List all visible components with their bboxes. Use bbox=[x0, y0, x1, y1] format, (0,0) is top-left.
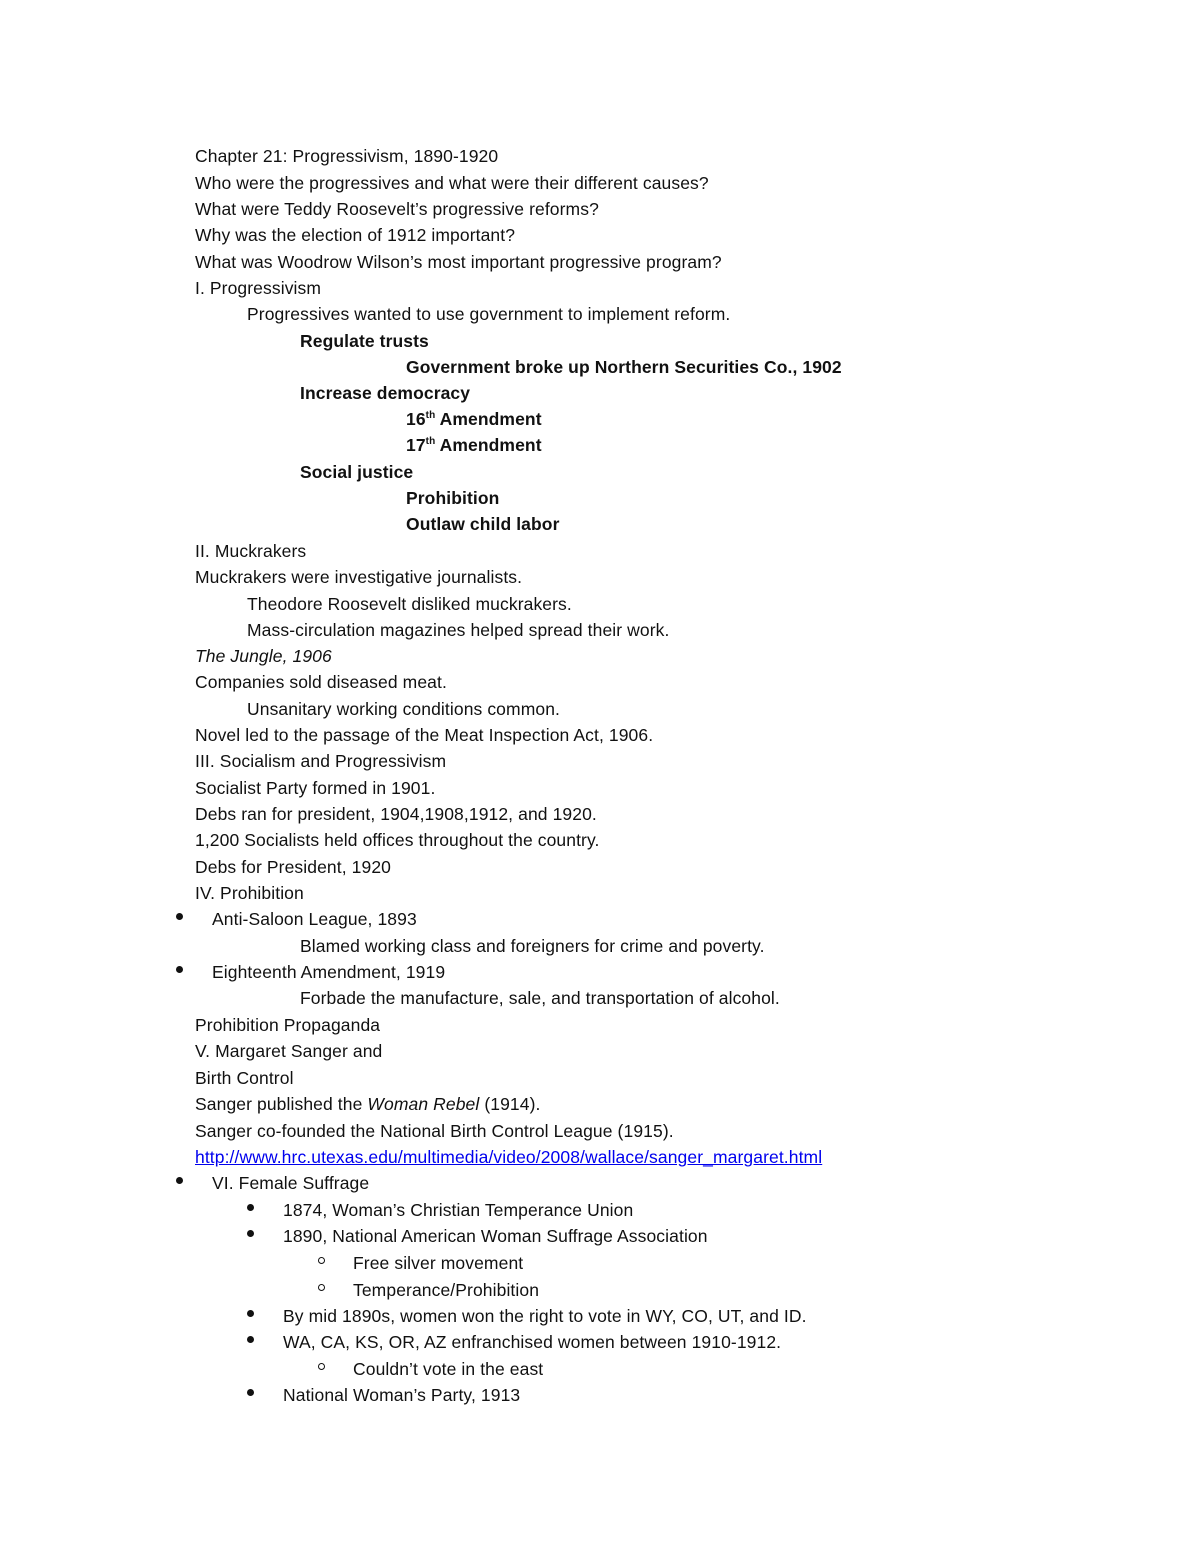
muckrakers-line-3: Mass-circulation magazines helped spread their work. bbox=[247, 620, 670, 640]
child-labor-item: Outlaw child labor bbox=[406, 514, 560, 534]
section-5-heading-line-1: V. Margaret Sanger and bbox=[195, 1041, 383, 1061]
question-2: What were Teddy Roosevelt’s progressive reforms? bbox=[195, 199, 599, 219]
hollow-bullet-icon bbox=[318, 1257, 325, 1264]
socialism-line-1: Socialist Party formed in 1901. bbox=[195, 778, 436, 798]
section-6-heading: VI. Female Suffrage bbox=[212, 1173, 370, 1193]
section-3-heading: III. Socialism and Progressivism bbox=[195, 751, 447, 771]
bullet-icon bbox=[176, 966, 183, 973]
eighteenth-amendment: Eighteenth Amendment, 1919 bbox=[212, 962, 446, 982]
muckrakers-line-1: Muckrakers were investigative journalists. bbox=[195, 567, 523, 587]
regulate-trusts: Regulate trusts bbox=[300, 331, 429, 351]
document-title: Chapter 21: Progressivism, 1890-1920 bbox=[195, 146, 499, 166]
hollow-bullet-icon bbox=[318, 1284, 325, 1291]
suffrage-subitem-1: Free silver movement bbox=[353, 1253, 524, 1273]
section-2-heading: II. Muckrakers bbox=[195, 541, 307, 561]
section-4-heading: IV. Prohibition bbox=[195, 883, 304, 903]
sanger-line-1: Sanger published the Woman Rebel (1914). bbox=[195, 1094, 541, 1114]
suffrage-subitem-2: Temperance/Prohibition bbox=[353, 1280, 540, 1300]
sixteenth-amendment: 16th Amendment bbox=[406, 409, 542, 429]
seventeenth-amendment: 17th Amendment bbox=[406, 435, 542, 455]
the-jungle-title: The Jungle, 1906 bbox=[195, 646, 332, 666]
anti-saloon-league: Anti-Saloon League, 1893 bbox=[212, 909, 417, 929]
section-5-heading-line-2: Birth Control bbox=[195, 1068, 294, 1088]
socialism-line-2: Debs ran for president, 1904,1908,1912, and 1920. bbox=[195, 804, 597, 824]
suffrage-subitem-3: Couldn’t vote in the east bbox=[353, 1359, 544, 1379]
question-1: Who were the progressives and what were their different causes? bbox=[195, 173, 709, 193]
anti-saloon-detail: Blamed working class and foreigners for crime and poverty. bbox=[300, 936, 765, 956]
bullet-icon bbox=[247, 1336, 254, 1343]
eighteenth-detail: Forbade the manufacture, sale, and transportation of alcohol. bbox=[300, 988, 780, 1008]
prohibition-propaganda: Prohibition Propaganda bbox=[195, 1015, 381, 1035]
question-4: What was Woodrow Wilson’s most important progressive program? bbox=[195, 252, 722, 272]
sanger-video-link[interactable]: http://www.hrc.utexas.edu/multimedia/video/2008/wallace/sanger_margaret.html bbox=[195, 1147, 823, 1167]
sanger-line-2: Sanger co-founded the National Birth Control League (1915). bbox=[195, 1121, 674, 1141]
bullet-icon bbox=[247, 1389, 254, 1396]
question-3: Why was the election of 1912 important? bbox=[195, 225, 516, 245]
jungle-line-3: Novel led to the passage of the Meat Inspection Act, 1906. bbox=[195, 725, 654, 745]
socialism-line-3: 1,200 Socialists held offices throughout the country. bbox=[195, 830, 600, 850]
muckrakers-line-2: Theodore Roosevelt disliked muckrakers. bbox=[247, 594, 572, 614]
section-1-heading: I. Progressivism bbox=[195, 278, 322, 298]
suffrage-item-5: National Woman’s Party, 1913 bbox=[283, 1385, 521, 1405]
jungle-line-2: Unsanitary working conditions common. bbox=[247, 699, 561, 719]
bullet-icon bbox=[247, 1204, 254, 1211]
northern-securities: Government broke up Northern Securities Co., 1902 bbox=[406, 357, 842, 377]
suffrage-item-4: WA, CA, KS, OR, AZ enfranchised women between 1910-1912. bbox=[283, 1332, 782, 1352]
socialism-line-4: Debs for President, 1920 bbox=[195, 857, 391, 877]
bullet-icon bbox=[176, 913, 183, 920]
suffrage-item-3: By mid 1890s, women won the right to vote in WY, CO, UT, and ID. bbox=[283, 1306, 807, 1326]
section-1-intro: Progressives wanted to use government to implement reform. bbox=[247, 304, 731, 324]
hollow-bullet-icon bbox=[318, 1363, 325, 1370]
bullet-icon bbox=[176, 1177, 183, 1184]
bullet-icon bbox=[247, 1230, 254, 1237]
prohibition-item: Prohibition bbox=[406, 488, 500, 508]
bullet-icon bbox=[247, 1310, 254, 1317]
jungle-line-1: Companies sold diseased meat. bbox=[195, 672, 447, 692]
social-justice: Social justice bbox=[300, 462, 414, 482]
suffrage-item-1: 1874, Woman’s Christian Temperance Union bbox=[283, 1200, 634, 1220]
increase-democracy: Increase democracy bbox=[300, 383, 471, 403]
suffrage-item-2: 1890, National American Woman Suffrage Association bbox=[283, 1226, 708, 1246]
